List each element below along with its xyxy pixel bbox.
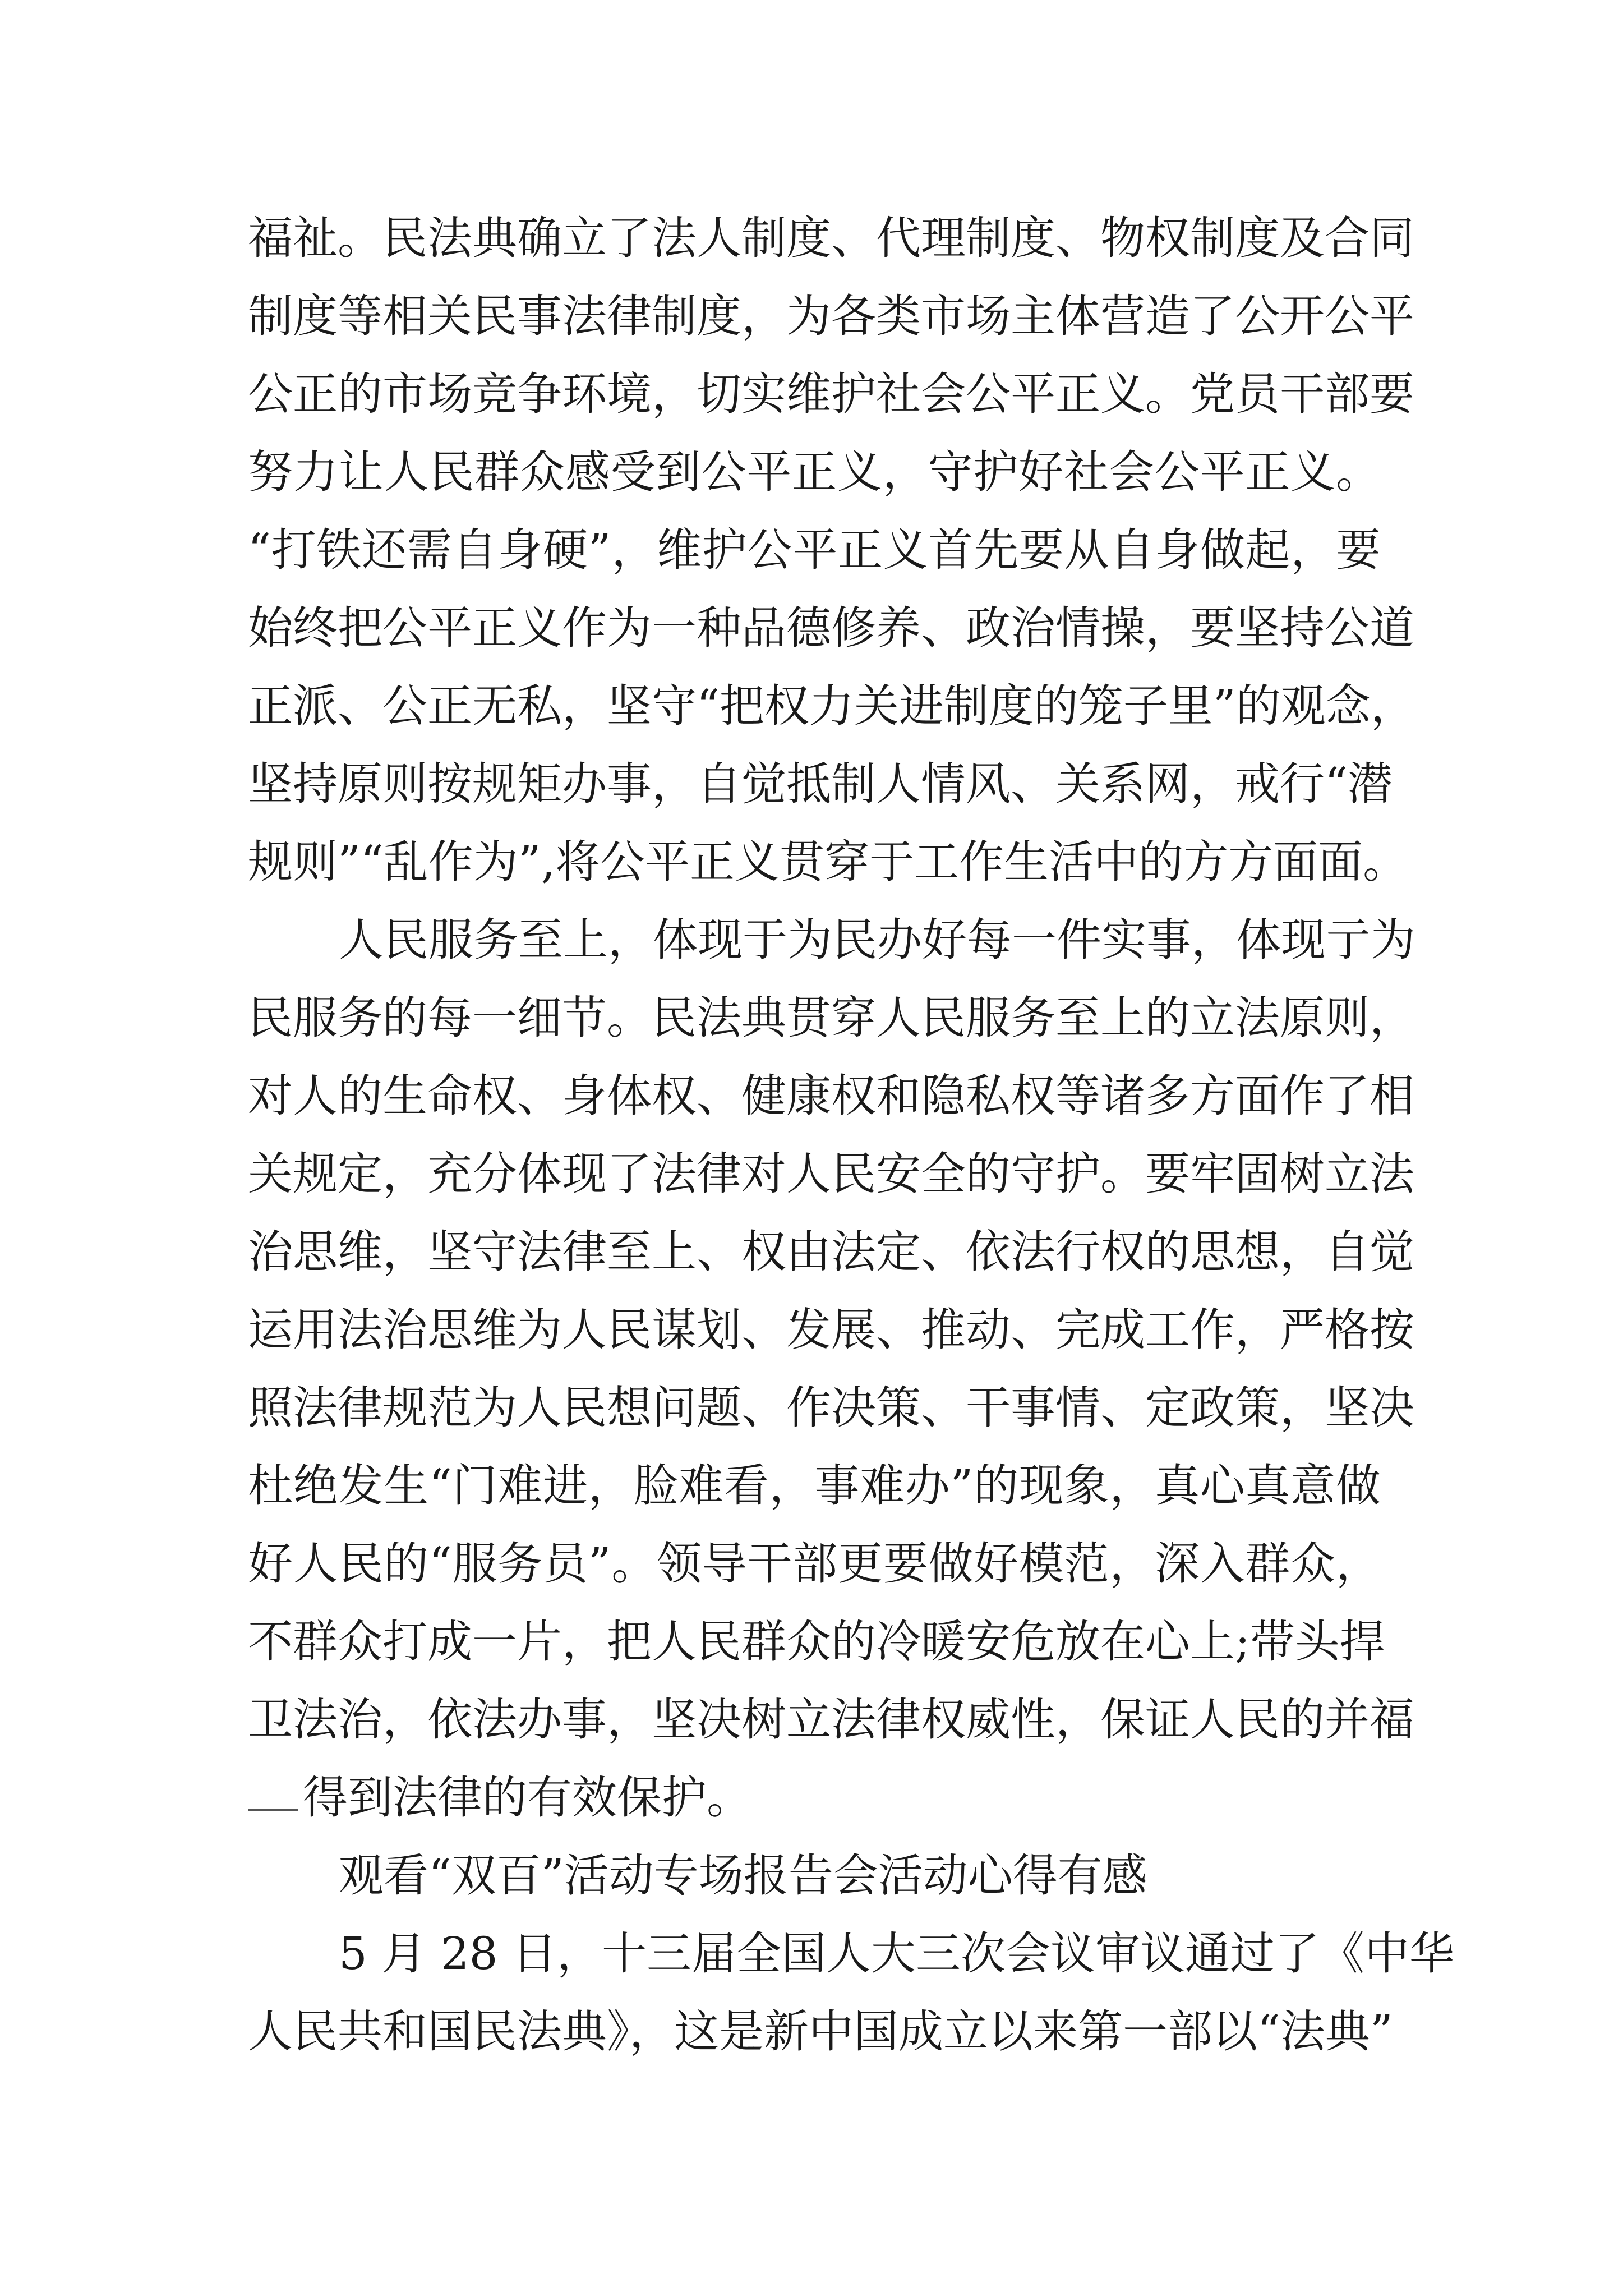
text-line: 好人民的“服务员”。领导干部更要做好模范，深入群众， xyxy=(248,1538,1381,1590)
text-line: 照法律规范为人民想问题、作决策、干事情、定政策，坚决 xyxy=(248,1382,1414,1434)
text-line: 对人的生命权、身体权、健康权和隐私权等诸多方面作了相 xyxy=(248,1070,1414,1122)
paragraph-start-line: 5 月 28 日，十三届全国人大三次会议审议通过了《中华 xyxy=(339,1927,1454,1980)
text-line: 福祉。民法典确立了法人制度、代理制度、物权制度及合同 xyxy=(248,212,1414,264)
text-line-last xyxy=(248,1759,1381,1837)
text-line: 不群众打成一片，把人民群众的冷暖安危放在心上;带头捍 xyxy=(248,1616,1385,1668)
text-line: 民服务的每一细节。民法典贯穿人民服务至上的立法原则， xyxy=(248,992,1414,1044)
text-line: 规则”“乱作为”,将公平正义贯穿于工作生活中的方方面面。 xyxy=(248,836,1408,888)
text-line: 始终把公平正义作为一种品德修养、政治情操，要坚持公道 xyxy=(248,602,1414,654)
text-line: 坚持原则按规矩办事，自觉抵制人情风、关系网，戒行“潜 xyxy=(248,758,1393,810)
text-line: 公正的市场竞争环境，切实维护社会公平正义。党员干部要 xyxy=(248,368,1414,420)
section-heading: 观看“双百”活动专场报告会活动心得有感 xyxy=(339,1849,1147,1902)
text-line: 杜绝发生“门难进，脸难看，事难办”的现象，真心真意做 xyxy=(248,1460,1381,1512)
text-line: 努力让人民群众感受到公平正义，守护好社会公平正义。 xyxy=(248,446,1381,498)
paragraph-start-line: 人民服务至上，体现于为民办好每一件实事，体现亍为 xyxy=(339,914,1415,966)
text-line: 关规定，充分体现了法律对人民安全的守护。要牢固树立法 xyxy=(248,1148,1414,1200)
text-line: 人民共和国民法典》，这是新中国成立以来第一部以“法典” xyxy=(248,2005,1393,2058)
text-line: “打铁还需自身硬”，维护公平正义首先要从自身做起，要 xyxy=(248,524,1381,576)
text-line-last-content: 得到法律的有效保护。 xyxy=(303,1772,751,1824)
text-line: 运用法治思维为人民谋划、发展、推动、完成工作，严格按 xyxy=(248,1304,1414,1356)
blank-underline-mark xyxy=(248,1809,298,1811)
text-line: 治思维，坚守法律至上、权由法定、依法行权的思想，自觉 xyxy=(248,1226,1414,1278)
text-line: 卫法治，依法办事，坚决树立法律权威性，保证人民的并福 xyxy=(248,1694,1414,1746)
text-line: 制度等相关民事法律制度，为各类市场主体营造了公开公平 xyxy=(248,290,1414,342)
text-line: 正派、公正无私，坚守“把权力关进制度的笼子里”的观念， xyxy=(248,680,1415,732)
